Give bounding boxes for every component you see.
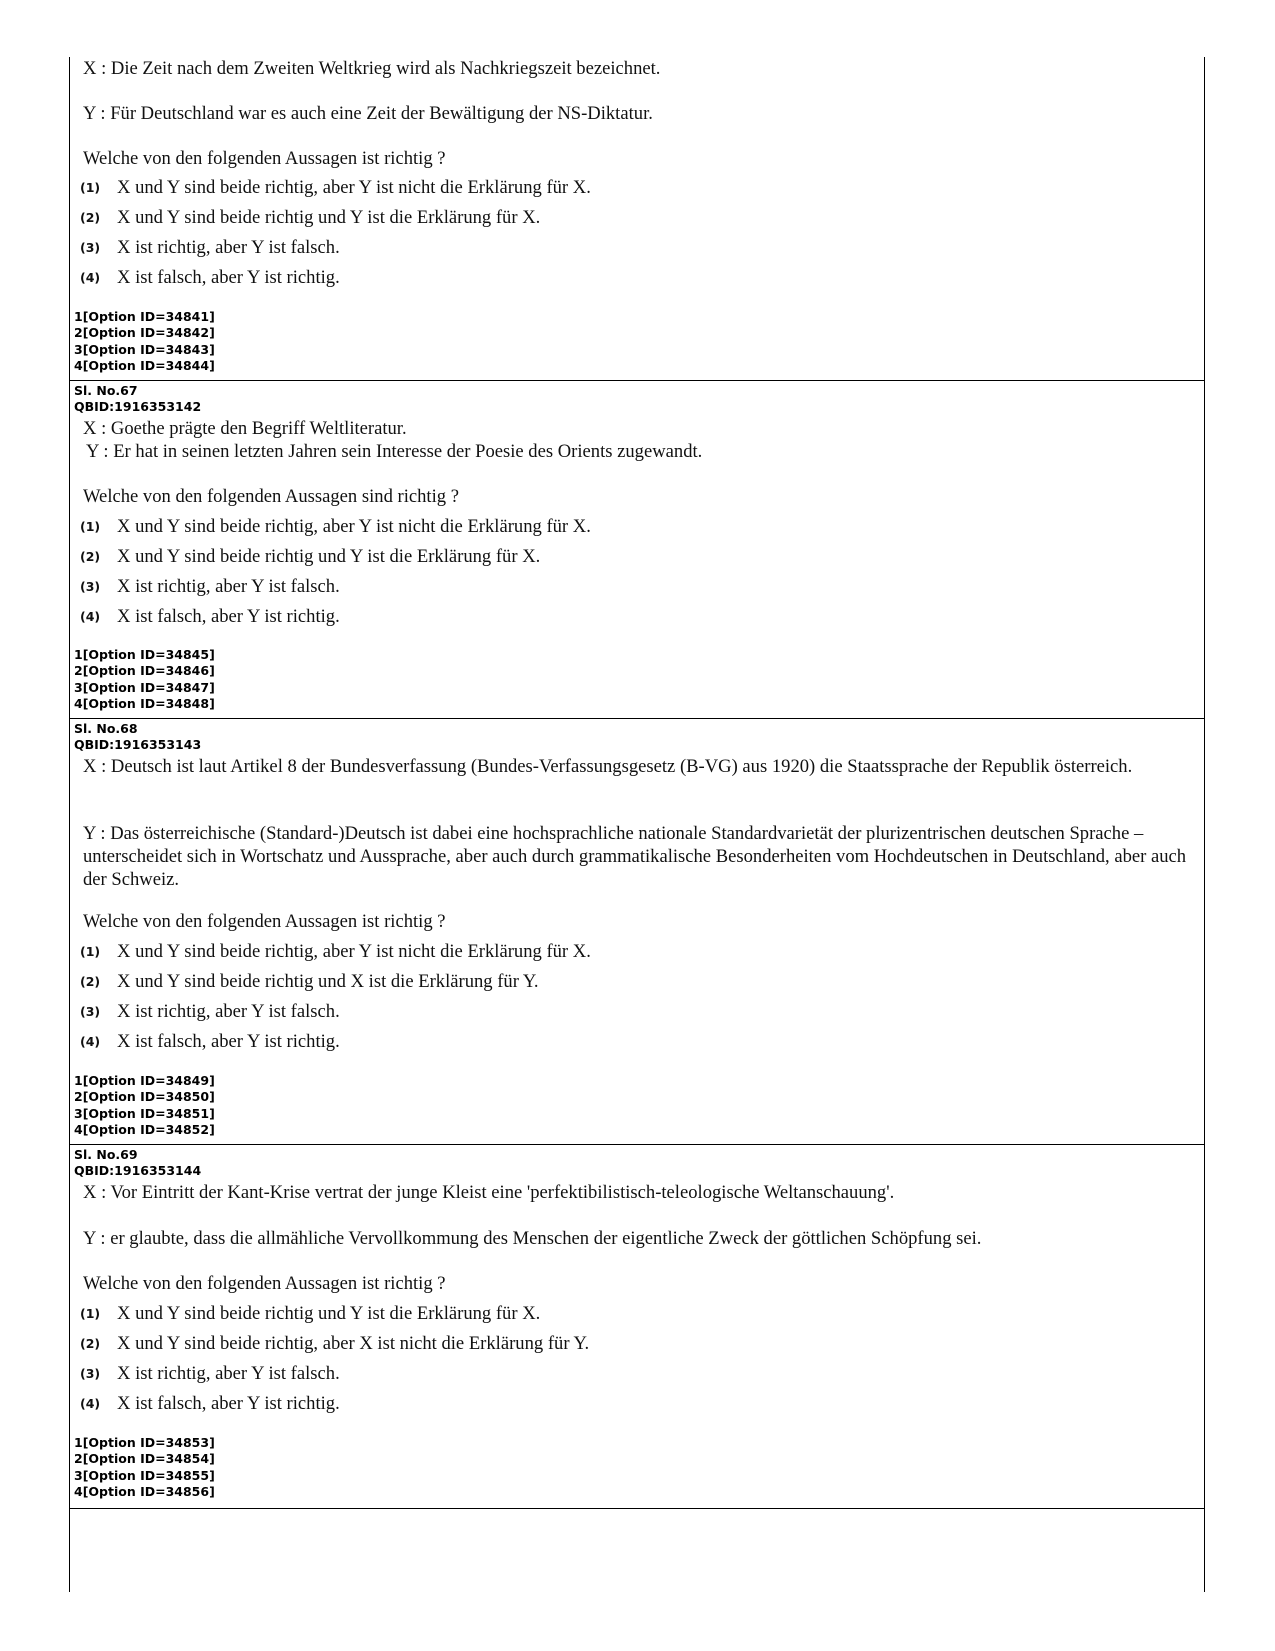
option-text: X ist richtig, aber Y ist falsch. [117, 1001, 340, 1022]
option-id: 2[Option ID=34850] [74, 1089, 215, 1105]
question-block-67 [70, 380, 1204, 719]
option-number: (2) [80, 549, 101, 564]
option-2 [80, 206, 540, 229]
option-text: X ist falsch, aber Y ist richtig. [117, 1393, 340, 1414]
option-number: (4) [80, 270, 101, 285]
option-id: 1[Option ID=34853] [74, 1435, 215, 1450]
option-number: (3) [80, 579, 101, 594]
option-id: 1[Option ID=34841] [74, 309, 215, 324]
statement-x: X : Deutsch ist laut Artikel 8 der Bundesverfassung (Bundes-Verfassungsgesetz (B-VG) aus 1920) die Staatssprache der Republik österreich. [83, 756, 1133, 777]
option-id: 4[Option ID=34844] [74, 357, 215, 373]
question-block-68 [70, 718, 1204, 1145]
option-text: X und Y sind beide richtig und Y ist die Erklärung für X. [117, 1303, 541, 1324]
option-number: (1) [80, 944, 101, 959]
option-text: X und Y sind beide richtig und Y ist die Erklärung für X. [117, 546, 541, 567]
option-id-list [74, 647, 215, 712]
option-id: 4[Option ID=34856] [74, 1483, 215, 1499]
option-text: X und Y sind beide richtig, aber Y ist nicht die Erklärung für X. [117, 941, 591, 962]
option-text: X und Y sind beide richtig und Y ist die Erklärung für X. [117, 207, 541, 228]
question-prompt: Welche von den folgenden Aussagen ist richtig ? [83, 1273, 446, 1294]
option-4 [80, 1392, 340, 1415]
option-4 [80, 1030, 340, 1053]
option-number: (4) [80, 1034, 101, 1049]
statement-y: Y : Das österreichische (Standard-)Deutsch ist dabei eine hochsprachliche nationale Standardvarietät der plurizentrischen deutschen Sprache – unterscheidet sich in Wortschatz und Aussprache, aber auch durch grammatikalische Besonderheiten vom Hochdeutschen in Deutschland, aber auch der Schweiz. [83, 823, 1187, 890]
option-3 [80, 1362, 340, 1385]
option-4 [80, 605, 340, 628]
question-prompt: Welche von den folgenden Aussagen ist richtig ? [83, 148, 446, 169]
statement-y: Y : Er hat in seinen letzten Jahren sein Interesse der Poesie des Orients zugewandt. [86, 441, 703, 462]
option-2 [80, 545, 540, 568]
option-text: X und Y sind beide richtig, aber Y ist nicht die Erklärung für X. [117, 516, 591, 537]
option-text: X ist falsch, aber Y ist richtig. [117, 606, 340, 627]
statement-x: X : Die Zeit nach dem Zweiten Weltkrieg wird als Nachkriegszeit bezeichnet. [83, 58, 661, 79]
option-1 [80, 176, 591, 199]
question-sheet [69, 57, 1205, 1592]
question-prompt: Welche von den folgenden Aussagen sind richtig ? [83, 486, 459, 507]
option-id: 3[Option ID=34847] [74, 679, 215, 695]
option-id: 4[Option ID=34852] [74, 1121, 215, 1137]
serial-number: Sl. No.69 [74, 1147, 138, 1162]
option-id-list [74, 1435, 215, 1500]
option-3 [80, 236, 340, 259]
option-text: X ist richtig, aber Y ist falsch. [117, 576, 340, 597]
option-text: X ist richtig, aber Y ist falsch. [117, 237, 340, 258]
option-3 [80, 1000, 340, 1023]
option-1 [80, 940, 591, 963]
qbid: QBID:1916353142 [74, 399, 202, 414]
option-id: 2[Option ID=34846] [74, 663, 215, 679]
option-id: 3[Option ID=34851] [74, 1105, 215, 1121]
option-number: (2) [80, 974, 101, 989]
option-id-list [74, 309, 215, 374]
option-id: 2[Option ID=34854] [74, 1451, 215, 1467]
option-text: X und Y sind beide richtig, aber X ist nicht die Erklärung für Y. [117, 1333, 590, 1354]
option-id: 1[Option ID=34845] [74, 647, 215, 662]
option-3 [80, 575, 340, 598]
option-number: (4) [80, 609, 101, 624]
option-id: 2[Option ID=34842] [74, 325, 215, 341]
option-text: X ist richtig, aber Y ist falsch. [117, 1363, 340, 1384]
option-text: X und Y sind beide richtig, aber Y ist nicht die Erklärung für X. [117, 177, 591, 198]
option-2 [80, 1332, 589, 1355]
serial-number: Sl. No.68 [74, 721, 138, 736]
qbid: QBID:1916353143 [74, 737, 202, 752]
option-number: (2) [80, 210, 101, 225]
statement-x: X : Vor Eintritt der Kant-Krise vertrat der junge Kleist eine 'perfektibilistisch-teleologische Weltanschauung'. [83, 1182, 895, 1203]
option-number: (3) [80, 240, 101, 255]
question-prompt: Welche von den folgenden Aussagen ist richtig ? [83, 911, 446, 932]
statement-y: Y : er glaubte, dass die allmähliche Vervollkommung des Menschen der eigentliche Zweck der göttlichen Schöpfung sei. [83, 1228, 982, 1249]
option-number: (4) [80, 1396, 101, 1411]
option-number: (1) [80, 519, 101, 534]
option-id: 1[Option ID=34849] [74, 1073, 215, 1088]
statement-y: Y : Für Deutschland war es auch eine Zeit der Bewältigung der NS-Diktatur. [83, 103, 653, 124]
option-number: (1) [80, 1306, 101, 1321]
option-number: (2) [80, 1336, 101, 1351]
option-id: 3[Option ID=34855] [74, 1467, 215, 1483]
option-2 [80, 970, 539, 993]
qbid: QBID:1916353144 [74, 1163, 202, 1178]
option-text: X ist falsch, aber Y ist richtig. [117, 267, 340, 288]
option-id: 4[Option ID=34848] [74, 695, 215, 711]
option-number: (1) [80, 180, 101, 195]
option-number: (3) [80, 1366, 101, 1381]
serial-number: Sl. No.67 [74, 383, 138, 398]
question-block-69 [70, 1144, 1204, 1509]
option-number: (3) [80, 1004, 101, 1019]
option-text: X ist falsch, aber Y ist richtig. [117, 1031, 340, 1052]
option-id-list [74, 1073, 215, 1138]
option-4 [80, 266, 340, 289]
option-text: X und Y sind beide richtig und X ist die Erklärung für Y. [117, 971, 539, 992]
option-id: 3[Option ID=34843] [74, 341, 215, 357]
option-1 [80, 1302, 540, 1325]
statement-x: X : Goethe prägte den Begriff Weltliteratur. [83, 418, 407, 439]
question-block-66 [70, 57, 1204, 381]
option-1 [80, 515, 591, 538]
